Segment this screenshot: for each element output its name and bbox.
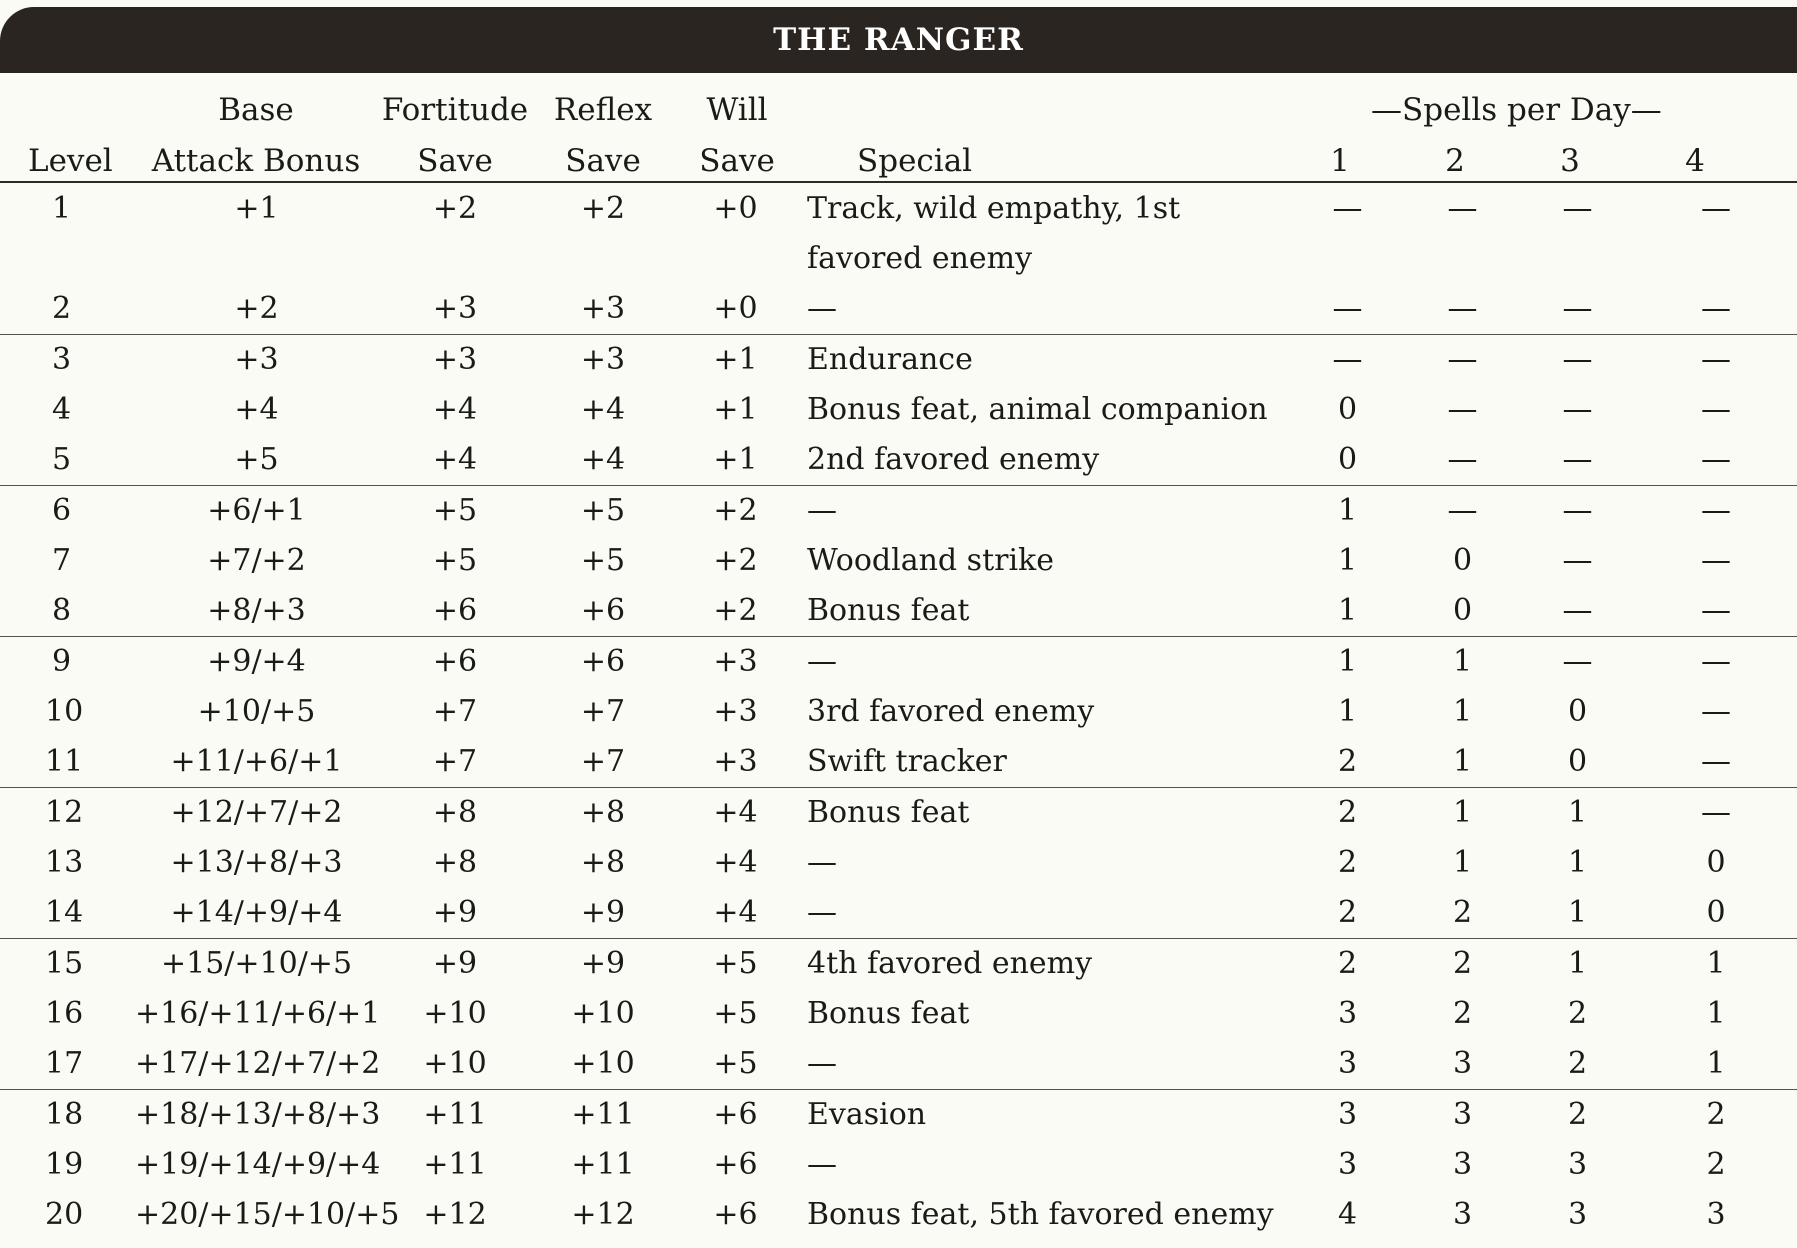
spell-1-cell: 2 <box>1337 946 1358 981</box>
table-row <box>0 989 1797 1039</box>
spell-3-cell: 1 <box>1520 888 1635 939</box>
bab-cell: +16/+11/+6/+1 <box>135 996 381 1031</box>
reflex-save-cell: +11 <box>571 1097 635 1132</box>
special-cell: Swift tracker <box>797 737 1290 788</box>
will-save-cell: +2 <box>713 543 758 578</box>
spell-1-cell: 3 <box>1290 1039 1405 1090</box>
level-cell: 6 <box>52 493 72 528</box>
reflex-save-cell: +6 <box>580 644 626 679</box>
spell-4-cell: — <box>1701 644 1731 679</box>
spell-4-cell: 2 <box>1706 1097 1726 1132</box>
level-cell: 4 <box>52 392 72 427</box>
spell-2-cell: — <box>1447 493 1478 528</box>
reflex-save-cell: +10 <box>571 996 635 1031</box>
fort-save-cell: +10 <box>378 1039 532 1090</box>
spell-3-cell: — <box>1562 191 1593 226</box>
will-save-cell: +1 <box>674 435 797 486</box>
fort-save-cell: +3 <box>378 284 532 335</box>
spell-3-cell: — <box>1562 342 1593 377</box>
spell-1-cell: 0 <box>1337 392 1358 427</box>
spell-2-cell: 2 <box>1452 996 1473 1031</box>
header-spell-level-4: 4 <box>1685 143 1705 179</box>
spell-4-cell: — <box>1701 342 1731 377</box>
special-cell: — <box>807 1147 837 1182</box>
spell-1-cell: — <box>1290 284 1405 335</box>
table-row <box>0 939 1797 990</box>
level-cell: 9 <box>52 644 72 679</box>
level-cell: 3 <box>52 342 72 377</box>
fort-save-cell: +6 <box>432 644 478 679</box>
spell-3-cell: — <box>1562 543 1593 578</box>
spell-3-cell: 1 <box>1567 795 1588 830</box>
bab-cell: +2 <box>135 284 378 335</box>
spell-2-cell: 3 <box>1405 1039 1520 1090</box>
level-cell: 10 <box>45 694 84 729</box>
spell-2-cell: 1 <box>1452 644 1473 679</box>
will-save-cell: +6 <box>713 1147 758 1182</box>
spell-4-cell: — <box>1701 694 1731 729</box>
will-save-cell: +5 <box>713 996 758 1031</box>
will-save-cell: +3 <box>674 737 797 788</box>
spell-2-cell: — <box>1405 435 1520 486</box>
reflex-save-cell: +3 <box>532 284 674 335</box>
fort-save-cell: +5 <box>432 493 478 528</box>
bab-cell: +3 <box>234 342 279 377</box>
bab-cell: +9/+4 <box>207 644 306 679</box>
table-row <box>0 385 1797 435</box>
reflex-save-cell: +2 <box>580 191 626 226</box>
special-cell: Bonus feat, animal companion <box>807 392 1268 427</box>
level-cell: 18 <box>45 1097 84 1132</box>
reflex-save-cell: +9 <box>580 946 626 981</box>
special-cell: Evasion <box>807 1097 927 1132</box>
level-cell: 1 <box>52 191 72 226</box>
header-spell-level-1: 1 <box>1330 143 1350 179</box>
spell-2-cell: 0 <box>1405 586 1520 637</box>
fort-save-cell: +6 <box>378 586 532 637</box>
header-level: Level <box>28 143 113 179</box>
spell-3-cell: 0 <box>1520 737 1635 788</box>
spell-3-cell: 3 <box>1567 1197 1588 1232</box>
bab-cell: +15/+10/+5 <box>160 946 353 981</box>
fort-save-cell: +11 <box>423 1097 487 1132</box>
header-special: Special <box>857 143 973 179</box>
will-save-cell: +5 <box>674 1039 797 1090</box>
bab-cell: +5 <box>135 435 378 486</box>
spell-3-cell: — <box>1562 493 1593 528</box>
bab-cell: +19/+14/+9/+4 <box>135 1147 381 1182</box>
level-cell: 14 <box>0 888 135 939</box>
will-save-cell: +5 <box>713 946 758 981</box>
ranger-progression-table <box>0 184 1797 1240</box>
spell-4-cell: — <box>1701 493 1731 528</box>
table-row <box>0 637 1797 688</box>
header-divider <box>0 181 1797 183</box>
reflex-save-cell: +7 <box>532 737 674 788</box>
header-ref-bottom: Save <box>565 143 641 179</box>
spell-4-cell: 0 <box>1635 888 1797 939</box>
will-save-cell: +6 <box>713 1097 758 1132</box>
table-title: THE RANGER <box>773 22 1024 58</box>
will-save-cell: +3 <box>713 644 758 679</box>
header-will-bottom: Save <box>699 143 775 179</box>
fort-save-cell: +12 <box>423 1197 487 1232</box>
spell-4-cell: — <box>1635 737 1797 788</box>
special-cell: Bonus feat <box>807 795 970 830</box>
spell-4-cell: 3 <box>1706 1197 1726 1232</box>
reflex-save-cell: +6 <box>532 586 674 637</box>
spell-2-cell: — <box>1447 342 1478 377</box>
table-row <box>0 1190 1797 1240</box>
special-cell: — <box>807 493 837 528</box>
bab-cell: +10/+5 <box>197 694 316 729</box>
fort-save-cell: +2 <box>432 191 478 226</box>
bab-cell: +4 <box>234 392 279 427</box>
spell-4-cell: — <box>1701 543 1731 578</box>
spell-1-cell: 1 <box>1337 493 1358 528</box>
will-save-cell: +1 <box>713 392 758 427</box>
spell-2-cell: — <box>1405 284 1520 335</box>
special-cell: Woodland strike <box>807 543 1054 578</box>
special-cell: Bonus feat <box>797 586 1290 637</box>
will-save-cell: +2 <box>674 586 797 637</box>
spell-2-cell: 2 <box>1452 946 1473 981</box>
reflex-save-cell: +5 <box>580 543 626 578</box>
bab-cell: +14/+9/+4 <box>135 888 378 939</box>
spell-1-cell: 4 <box>1337 1197 1358 1232</box>
spell-3-cell: — <box>1520 284 1635 335</box>
spell-4-cell: — <box>1635 435 1797 486</box>
table-row <box>0 486 1797 537</box>
fort-save-cell: +8 <box>432 795 478 830</box>
special-cell: — <box>807 644 837 679</box>
reflex-save-cell: +12 <box>571 1197 635 1232</box>
reflex-save-cell: +3 <box>580 342 626 377</box>
will-save-cell: +3 <box>713 694 758 729</box>
table-row <box>0 888 1797 939</box>
reflex-save-cell: +11 <box>571 1147 635 1182</box>
special-cell: Bonus feat, 5th favored enemy <box>807 1197 1274 1232</box>
spell-3-cell: 3 <box>1567 1147 1588 1182</box>
spell-1-cell: 3 <box>1337 996 1358 1031</box>
spell-1-cell: 0 <box>1290 435 1405 486</box>
fort-save-cell: +8 <box>432 845 478 880</box>
header-will-top: Will <box>706 92 768 128</box>
fort-save-cell: +4 <box>378 435 532 486</box>
reflex-save-cell: +8 <box>580 845 626 880</box>
special-cell: — <box>797 888 1290 939</box>
spell-3-cell: — <box>1562 392 1593 427</box>
will-save-cell: +0 <box>713 191 758 226</box>
header-bab-bottom: Attack Bonus <box>151 143 361 179</box>
bab-cell: +1 <box>234 191 279 226</box>
spell-4-cell: — <box>1701 191 1731 226</box>
fort-save-cell: +4 <box>432 392 478 427</box>
reflex-save-cell: +10 <box>532 1039 674 1090</box>
bab-cell: +18/+13/+8/+3 <box>135 1097 381 1132</box>
level-cell: 13 <box>45 845 84 880</box>
table-row <box>0 1039 1797 1090</box>
spell-1-cell: 2 <box>1337 795 1358 830</box>
level-cell: 16 <box>45 996 84 1031</box>
spell-1-cell: — <box>1332 191 1363 226</box>
spell-2-cell: 1 <box>1405 737 1520 788</box>
will-save-cell: +4 <box>713 795 758 830</box>
spell-4-cell: 1 <box>1635 1039 1797 1090</box>
table-row <box>0 687 1797 737</box>
fort-save-cell: +7 <box>432 694 478 729</box>
spell-4-cell: 1 <box>1706 996 1726 1031</box>
header-bab-top: Base <box>218 92 294 128</box>
table-row <box>0 788 1797 839</box>
special-cell: 4th favored enemy <box>807 946 1093 981</box>
fort-save-cell: +3 <box>432 342 478 377</box>
fort-save-cell: +10 <box>423 996 487 1031</box>
level-cell: 20 <box>45 1197 84 1232</box>
level-cell: 7 <box>52 543 72 578</box>
spell-3-cell: — <box>1562 644 1593 679</box>
will-save-cell: +4 <box>674 888 797 939</box>
fort-save-cell: +7 <box>378 737 532 788</box>
spell-1-cell: — <box>1332 342 1363 377</box>
spell-2-cell: 3 <box>1452 1097 1473 1132</box>
special-cell: 3rd favored enemy <box>807 694 1095 729</box>
table-row <box>0 284 1797 335</box>
spell-4-cell: 1 <box>1706 946 1726 981</box>
level-cell: 5 <box>0 435 135 486</box>
spell-3-cell: 1 <box>1567 946 1588 981</box>
spell-2-cell: 1 <box>1452 694 1473 729</box>
spell-4-cell: — <box>1701 795 1731 830</box>
spell-1-cell: 2 <box>1290 888 1405 939</box>
header-fort-bottom: Save <box>417 143 493 179</box>
spell-1-cell: 1 <box>1337 694 1358 729</box>
reflex-save-cell: +7 <box>580 694 626 729</box>
reflex-save-cell: +9 <box>532 888 674 939</box>
spell-3-cell: 2 <box>1567 996 1588 1031</box>
bab-cell: +17/+12/+7/+2 <box>135 1039 378 1090</box>
level-cell: 8 <box>0 586 135 637</box>
special-cell: Track, wild empathy, 1st favored enemy <box>807 191 1181 276</box>
bab-cell: +13/+8/+3 <box>170 845 343 880</box>
level-cell: 11 <box>0 737 135 788</box>
spell-3-cell: 2 <box>1567 1097 1588 1132</box>
spell-3-cell: 0 <box>1567 694 1588 729</box>
table-row <box>0 737 1797 788</box>
level-cell: 19 <box>45 1147 84 1182</box>
spell-2-cell: 2 <box>1405 888 1520 939</box>
spell-2-cell: 1 <box>1452 795 1473 830</box>
bab-cell: +6/+1 <box>207 493 306 528</box>
header-ref-top: Reflex <box>553 92 653 128</box>
header-spell-level-2: 2 <box>1445 143 1465 179</box>
spell-1-cell: 2 <box>1290 737 1405 788</box>
reflex-save-cell: +5 <box>580 493 626 528</box>
bab-cell: +20/+15/+10/+5 <box>135 1197 400 1232</box>
table-title-bar <box>0 7 1797 73</box>
spell-1-cell: 1 <box>1337 644 1358 679</box>
special-cell: Bonus feat <box>807 996 970 1031</box>
special-cell: — <box>797 284 1290 335</box>
fort-save-cell: +9 <box>378 888 532 939</box>
spell-3-cell: — <box>1520 435 1635 486</box>
table-row <box>0 1140 1797 1190</box>
will-save-cell: +4 <box>713 845 758 880</box>
table-row <box>0 435 1797 486</box>
spell-4-cell: — <box>1701 392 1731 427</box>
bab-cell: +12/+7/+2 <box>170 795 343 830</box>
spell-1-cell: 2 <box>1337 845 1358 880</box>
special-cell: Endurance <box>807 342 973 377</box>
spell-3-cell: 2 <box>1520 1039 1635 1090</box>
level-cell: 12 <box>45 795 84 830</box>
level-cell: 2 <box>0 284 135 335</box>
reflex-save-cell: +8 <box>580 795 626 830</box>
special-cell: — <box>807 845 837 880</box>
fort-save-cell: +5 <box>432 543 478 578</box>
will-save-cell: +2 <box>713 493 758 528</box>
spell-1-cell: 1 <box>1290 586 1405 637</box>
will-save-cell: +1 <box>713 342 758 377</box>
bab-cell: +11/+6/+1 <box>135 737 378 788</box>
fort-save-cell: +9 <box>432 946 478 981</box>
spell-4-cell: 2 <box>1706 1147 1726 1182</box>
reflex-save-cell: +4 <box>580 392 626 427</box>
fort-save-cell: +11 <box>423 1147 487 1182</box>
spell-1-cell: 3 <box>1337 1097 1358 1132</box>
spell-1-cell: 1 <box>1337 543 1358 578</box>
will-save-cell: +6 <box>713 1197 758 1232</box>
spell-4-cell: — <box>1635 284 1797 335</box>
table-row <box>0 536 1797 586</box>
spell-2-cell: 1 <box>1452 845 1473 880</box>
bab-cell: +8/+3 <box>135 586 378 637</box>
special-cell: 2nd favored enemy <box>797 435 1290 486</box>
spell-2-cell: — <box>1447 392 1478 427</box>
spell-4-cell: 0 <box>1706 845 1726 880</box>
will-save-cell: +0 <box>674 284 797 335</box>
special-cell: — <box>797 1039 1290 1090</box>
table-row <box>0 184 1797 284</box>
table-row <box>0 335 1797 386</box>
table-row <box>0 586 1797 637</box>
header-fort-top: Fortitude <box>381 92 529 128</box>
spell-4-cell: — <box>1635 586 1797 637</box>
header-spell-level-3: 3 <box>1560 143 1580 179</box>
bab-cell: +7/+2 <box>207 543 306 578</box>
table-row <box>0 838 1797 888</box>
spell-1-cell: 3 <box>1337 1147 1358 1182</box>
level-cell: 15 <box>45 946 84 981</box>
spell-2-cell: 0 <box>1452 543 1473 578</box>
spell-2-cell: 3 <box>1452 1197 1473 1232</box>
spell-2-cell: — <box>1447 191 1478 226</box>
table-row <box>0 1090 1797 1141</box>
spell-3-cell: — <box>1520 586 1635 637</box>
spell-2-cell: 3 <box>1452 1147 1473 1182</box>
spell-3-cell: 1 <box>1567 845 1588 880</box>
reflex-save-cell: +4 <box>532 435 674 486</box>
level-cell: 17 <box>0 1039 135 1090</box>
header-spells-per-day: —Spells per Day— <box>1371 92 1662 128</box>
